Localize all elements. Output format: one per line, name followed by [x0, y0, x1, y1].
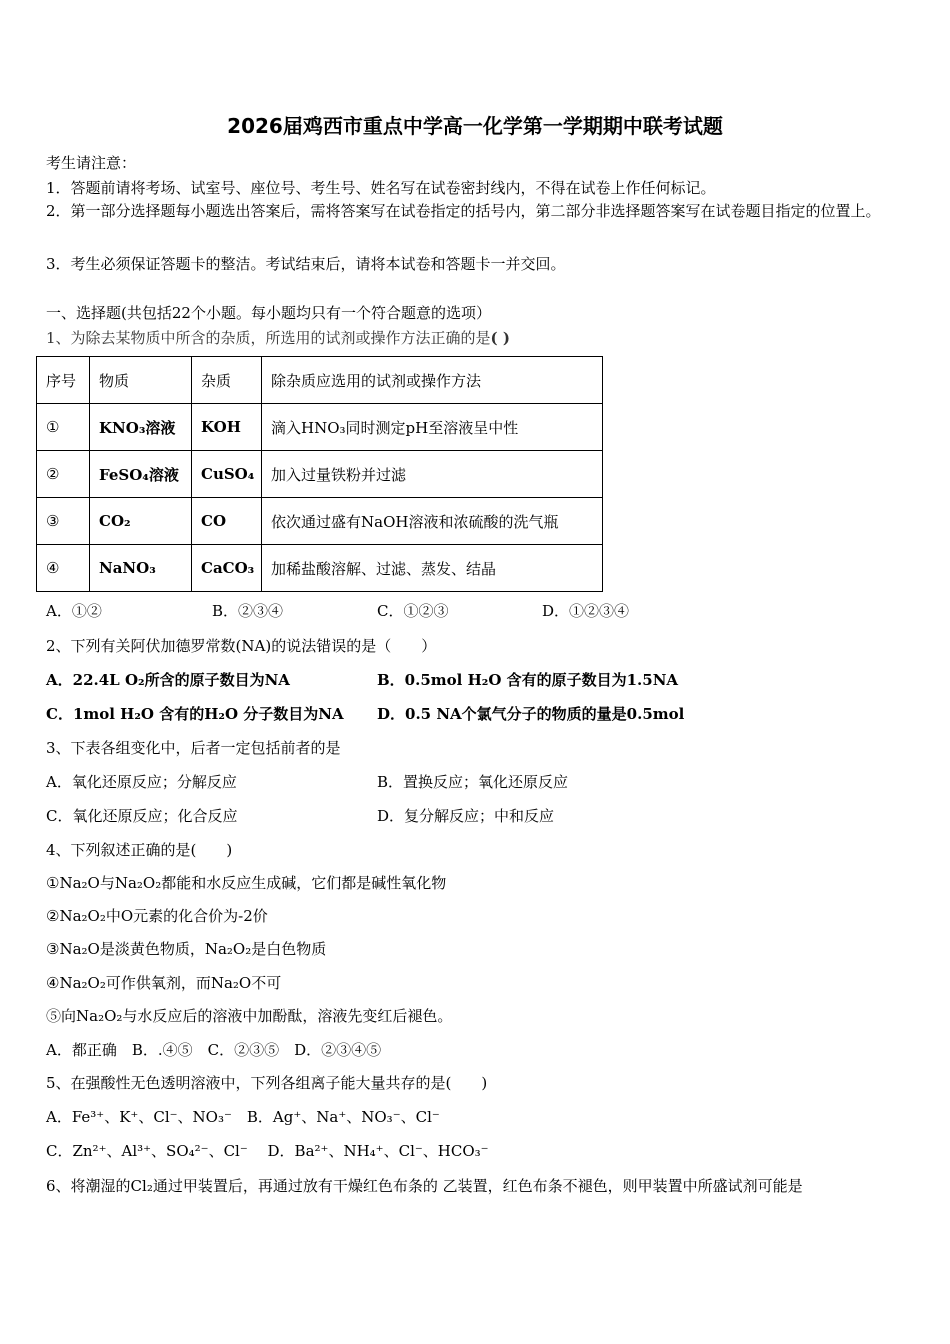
notice-heading: 考生请注意：	[46, 154, 137, 172]
table-cell: ④	[37, 545, 90, 592]
question-5-options-cd: C．Zn²⁺、Al³⁺、SO₄²⁻、Cl⁻ D．Ba²⁺、NH₄⁺、Cl⁻、HCO₃⁻	[46, 1142, 489, 1160]
question-2-option-d: D．0.5 NA个氯气分子的物质的量是0.5mol	[377, 705, 685, 723]
question-3-stem: 3、下表各组变化中，后者一定包括前者的是	[46, 739, 341, 757]
table-header-cell: 序号	[37, 357, 90, 404]
table-header-cell: 杂质	[192, 357, 262, 404]
question-3-option-a: A．氧化还原反应；分解反应	[46, 773, 237, 791]
table-cell: ①	[37, 404, 90, 451]
question-2-option-c: C．1mol H₂O 含有的H₂O 分子数目为NA	[46, 705, 344, 723]
question-2-stem: 2、下列有关阿伏加德罗常数(NA)的说法错误的是（ ）	[46, 637, 437, 655]
notice-item-3: 3．考生必须保证答题卡的整洁。考试结束后，请将本试卷和答题卡一并交回。	[46, 255, 566, 273]
table-row	[37, 498, 603, 545]
question-4-statement-3: ③Na₂O是淡黄色物质，Na₂O₂是白色物质	[46, 940, 327, 958]
question-6-stem: 6、将潮湿的Cl₂通过甲装置后，再通过放有干燥红色布条的 乙装置，红色布条不褪色，则甲装置中所盛试剂可能是	[46, 1177, 803, 1195]
question-1-option-b: B．②③④	[212, 602, 284, 620]
table-cell: FeSO₄溶液	[90, 451, 192, 498]
table-cell: 滴入HNO₃同时测定pH至溶液呈中性	[262, 404, 603, 451]
table-cell: KOH	[192, 404, 262, 451]
table-header-cell: 物质	[90, 357, 192, 404]
question-1-stem: 1、为除去某物质中所含的杂质，所选用的试剂或操作方法正确的是( )	[46, 329, 510, 347]
question-4-statement-1: ①Na₂O与Na₂O₂都能和水反应生成碱，它们都是碱性氧化物	[46, 874, 447, 892]
question-2-option-a: A．22.4L O₂所含的原子数目为NA	[46, 671, 290, 689]
question-1-option-a: A．①②	[46, 602, 102, 620]
table-cell: NaNO₃	[90, 545, 192, 592]
table-row	[37, 545, 603, 592]
table-cell: ②	[37, 451, 90, 498]
notice-item-1: 1．答题前请将考场、试室号、座位号、考生号、姓名写在试卷密封线内，不得在试卷上作任何标记。	[46, 179, 716, 197]
table-header-cell: 除杂质应选用的试剂或操作方法	[262, 357, 603, 404]
table-cell: 加稀盐酸溶解、过滤、蒸发、结晶	[262, 545, 603, 592]
question-3-option-c: C．氧化还原反应；化合反应	[46, 807, 238, 825]
table-row	[37, 451, 603, 498]
question-1-option-c: C．①②③	[377, 602, 449, 620]
question-5-options-ab: A．Fe³⁺、K⁺、Cl⁻、NO₃⁻ B．Ag⁺、Na⁺、NO₃⁻、Cl⁻	[46, 1108, 440, 1126]
question-3-option-d: D．复分解反应；中和反应	[377, 807, 555, 825]
question-5-stem: 5、在强酸性无色透明溶液中，下列各组离子能大量共存的是( )	[46, 1074, 488, 1092]
section-heading: 一、选择题(共包括22个小题。每小题均只有一个符合题意的选项）	[46, 304, 491, 322]
table-cell: CuSO₄	[192, 451, 262, 498]
question-4-options: A．都正确 B．.④⑤ C．②③⑤ D．②③④⑤	[46, 1041, 382, 1059]
table-cell: 依次通过盛有NaOH溶液和浓硫酸的洗气瓶	[262, 498, 603, 545]
question-4-statement-2: ②Na₂O₂中O元素的化合价为-2价	[46, 907, 268, 925]
table-cell: KNO₃溶液	[90, 404, 192, 451]
question-1-table	[36, 356, 603, 592]
question-4-statement-5: ⑤向Na₂O₂与水反应后的溶液中加酚酞，溶液先变红后褪色。	[46, 1007, 453, 1025]
question-2-option-b: B．0.5mol H₂O 含有的原子数目为1.5NA	[377, 671, 679, 689]
table-cell: CO	[192, 498, 262, 545]
table-cell: 加入过量铁粉并过滤	[262, 451, 603, 498]
question-4-stem: 4、下列叙述正确的是( )	[46, 841, 233, 859]
table-cell: ③	[37, 498, 90, 545]
question-1-option-d: D．①②③④	[542, 602, 630, 620]
table-row	[37, 404, 603, 451]
question-3-option-b: B．置换反应；氧化还原反应	[377, 773, 569, 791]
page-title: 2026届鸡西市重点中学高一化学第一学期期中联考试题	[227, 114, 723, 138]
question-4-statement-4: ④Na₂O₂可作供氧剂，而Na₂O不可	[46, 974, 282, 992]
table-cell: CaCO₃	[192, 545, 262, 592]
table-cell: CO₂	[90, 498, 192, 545]
notice-item-2: 2．第一部分选择题每小题选出答案后，需将答案写在试卷指定的括号内，第二部分非选择题答案写在试卷题目指定的位置上。	[46, 202, 881, 220]
table-header-row	[37, 357, 603, 404]
